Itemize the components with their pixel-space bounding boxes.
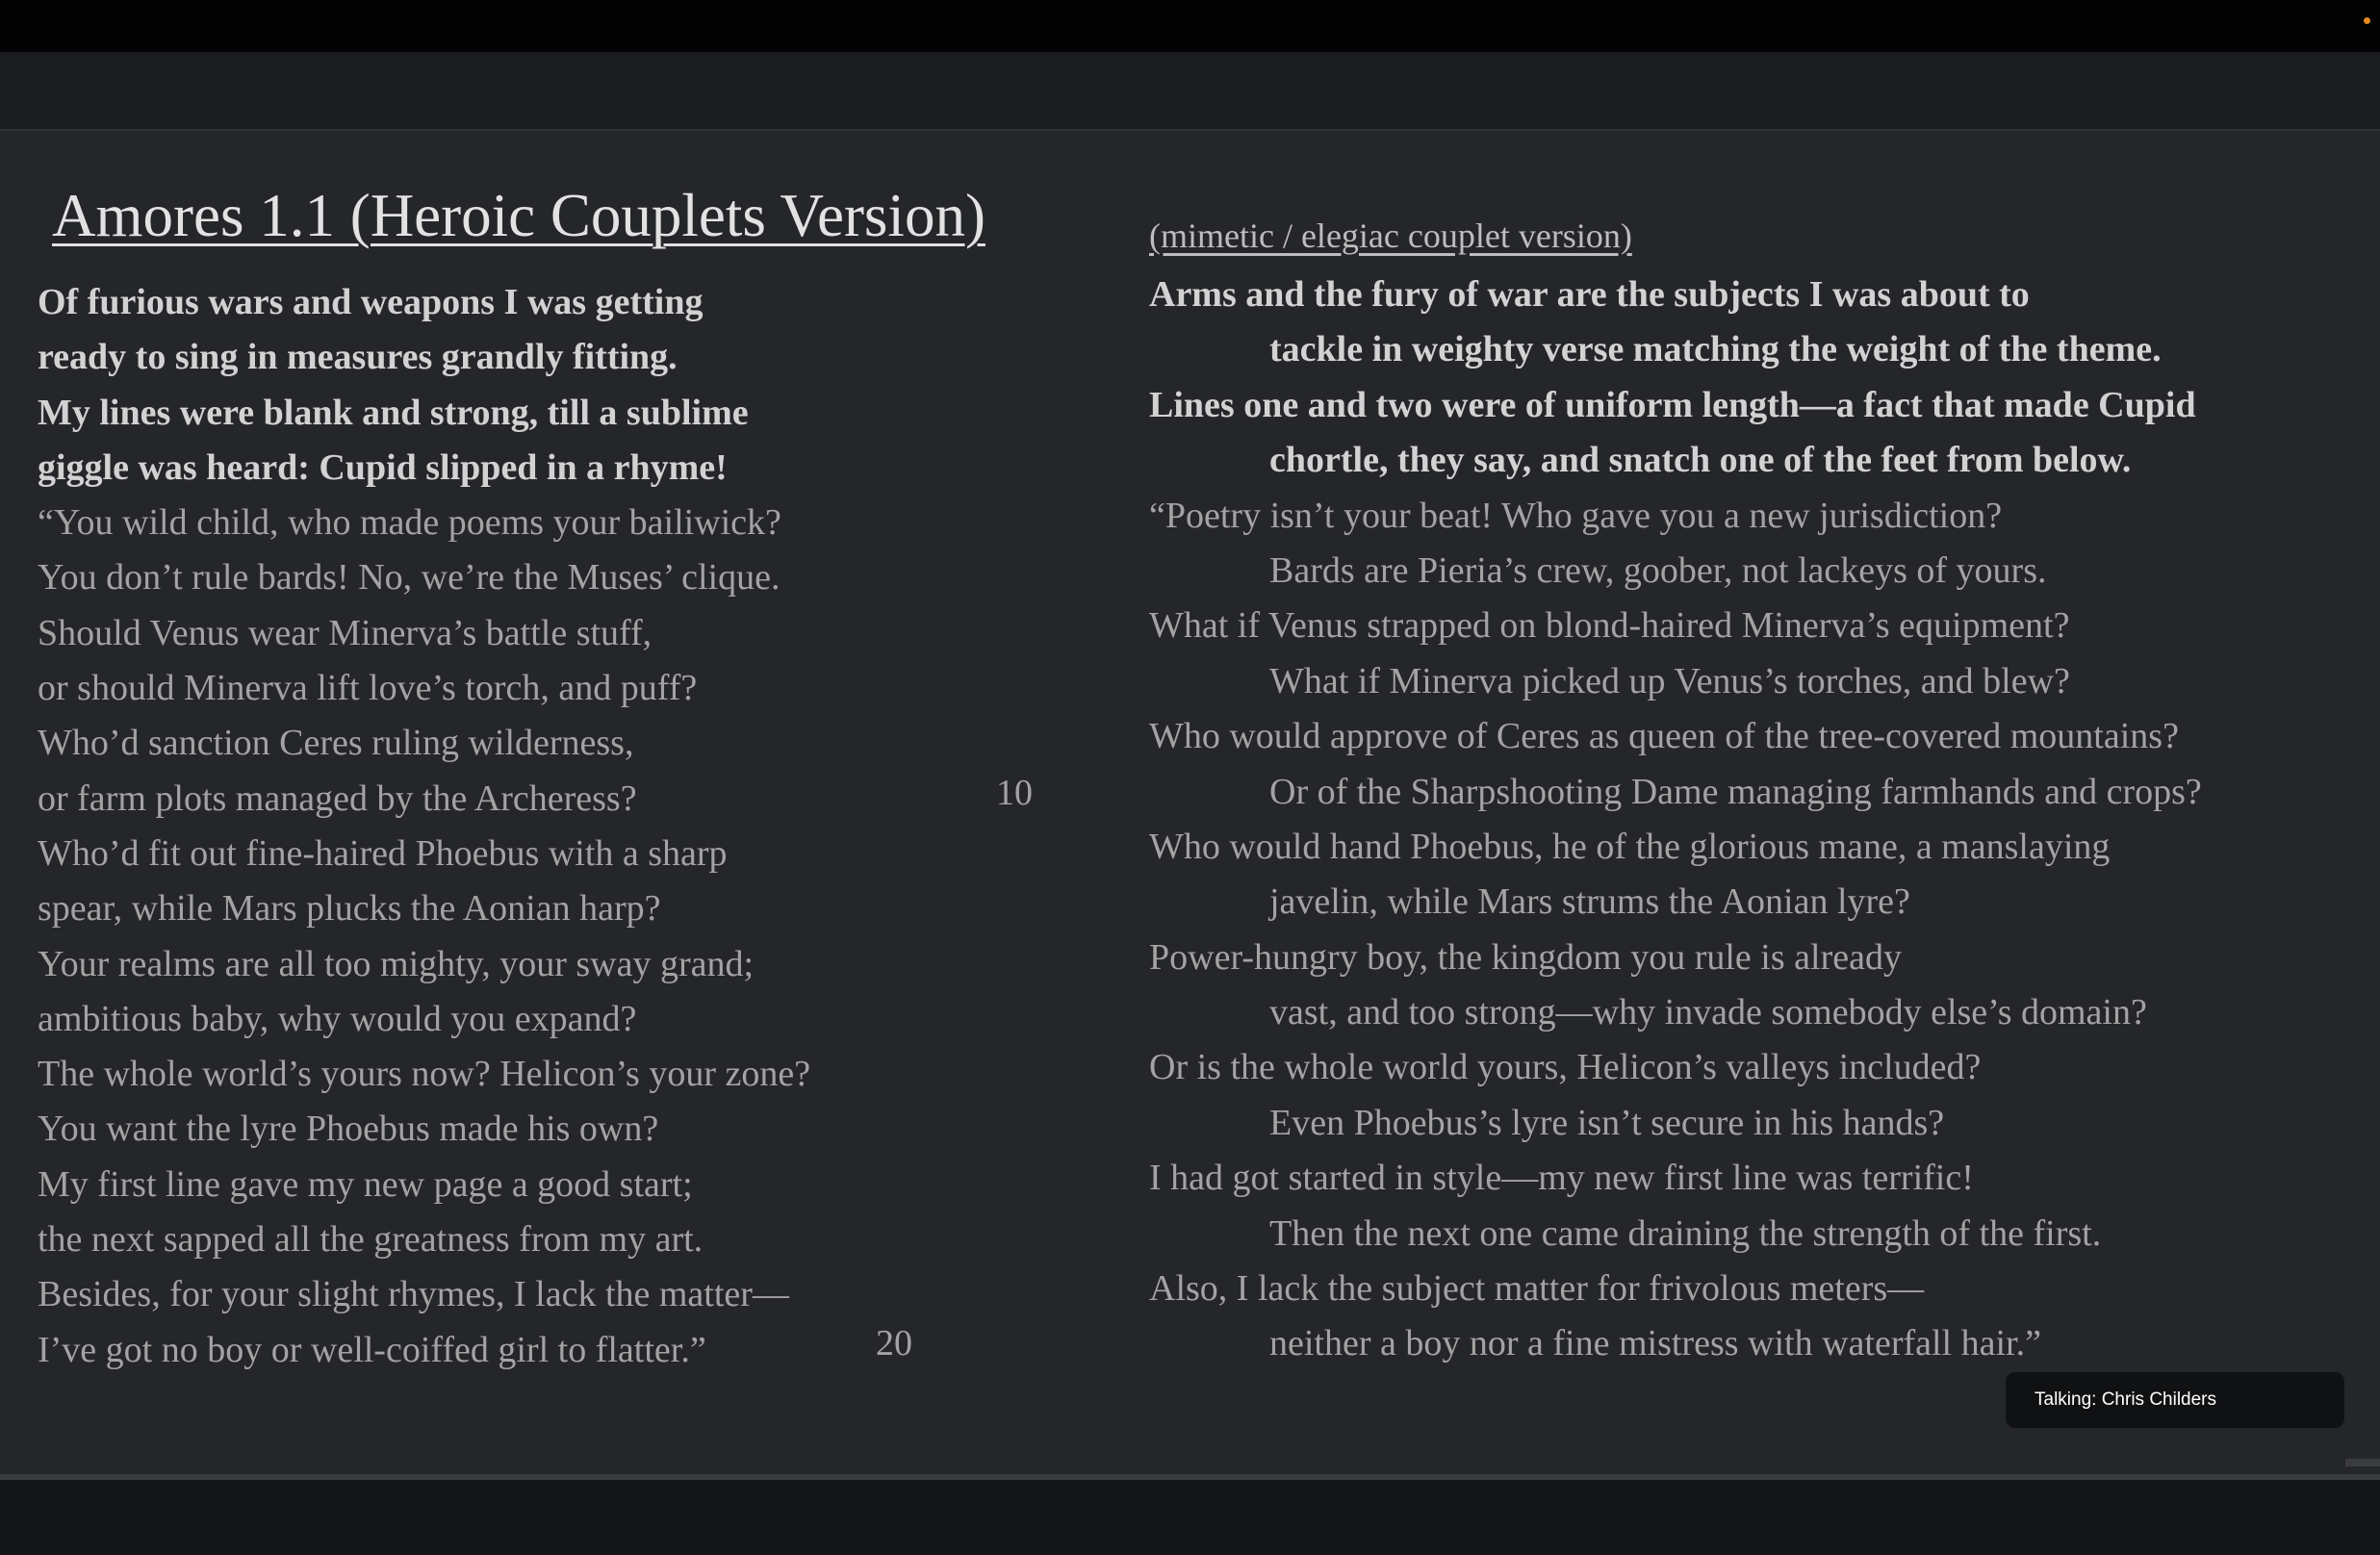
poem-line: Of furious wars and weapons I was getting — [38, 282, 704, 322]
active-speaker-indicator — [2006, 1372, 2344, 1428]
poem-line: Or of the Sharpshooting Dame managing farmhands and crops? — [1269, 771, 2202, 812]
heroic-couplets-poem — [38, 275, 810, 1378]
poem-line: Or is the whole world yours, Helicon’s valleys included? — [1149, 1047, 1982, 1088]
poem-line: The whole world’s yours now? Helicon’s your zone? — [38, 1054, 811, 1095]
poem-line: the next sapped all the greatness from my art. — [38, 1219, 704, 1261]
poem-line: Bards are Pieria’s crew, goober, not lackeys of yours. — [1269, 549, 2047, 591]
poem-line: Besides, for your slight rhymes, I lack the matter— — [38, 1274, 789, 1315]
poem-line: I’ve got no boy or well-coiffed girl to flatter.” — [38, 1329, 706, 1370]
bottom-toolbar — [0, 1480, 2380, 1555]
poem-line: javelin, while Mars strums the Aonian lyre? — [1269, 881, 1910, 923]
poem-line: I had got started in style—my new first line was terrific! — [1149, 1158, 1974, 1199]
poem-line: giggle was heard: Cupid slipped in a rhyme! — [38, 446, 728, 488]
poem-line: spear, while Mars plucks the Aonian harp? — [38, 888, 661, 930]
slide-title: Amores 1.1 (Heroic Couplets Version) — [52, 182, 985, 249]
poem-line: ambitious baby, why would you expand? — [38, 998, 637, 1039]
poem-line: What if Venus strapped on blond-haired Minerva’s equipment? — [1149, 605, 2070, 647]
poem-line: What if Minerva picked up Venus’s torches, and blew? — [1269, 660, 2070, 701]
poem-line: ready to sing in measures grandly fitting. — [38, 337, 678, 378]
poem-line: vast, and too strong—why invade somebody else’s domain? — [1269, 992, 2147, 1033]
line-number-10: 10 — [996, 773, 1033, 813]
poem-line: Who would hand Phoebus, he of the glorious mane, a manslaying — [1149, 826, 2111, 867]
poem-line: My lines were blank and strong, till a sublime — [38, 392, 749, 433]
poem-line: Arms and the fury of war are the subjects I was about to — [1149, 274, 2030, 315]
active-speaker-label: Talking: Chris Childers — [2035, 1389, 2217, 1410]
top-bar — [0, 0, 2380, 52]
poem-line: Even Phoebus’s lyre isn’t secure in his hands? — [1269, 1102, 1945, 1143]
poem-line: Power-hungry boy, the kingdom you rule is already — [1149, 936, 1902, 978]
meeting-header — [0, 52, 2380, 131]
poem-line: or should Minerva lift love’s torch, and puff? — [38, 668, 698, 709]
shared-screen-slide — [0, 131, 2380, 1474]
elegiac-couplets-poem — [1149, 268, 2202, 1372]
poem-line: Then the next one came draining the strength of the first. — [1269, 1212, 2102, 1254]
status-indicator-dot — [2364, 17, 2370, 24]
poem-line: Should Venus wear Minerva’s battle stuff, — [38, 612, 653, 653]
poem-line: or farm plots managed by the Archeress? — [38, 778, 637, 819]
poem-line: Who’d fit out fine-haired Phoebus with a sharp — [38, 832, 728, 874]
poem-line: Lines one and two were of uniform length—a fact that made Cupid — [1149, 384, 2196, 425]
slide-subtitle: (mimetic / elegiac couplet version) — [1149, 217, 1632, 255]
poem-line: Who’d sanction Ceres ruling wilderness, — [38, 723, 634, 764]
poem-line: You want the lyre Phoebus made his own? — [38, 1109, 659, 1150]
poem-line: tackle in weighty verse matching the weight of the theme. — [1269, 329, 2162, 370]
poem-line: neither a boy nor a fine mistress with waterfall hair.” — [1269, 1323, 2041, 1364]
poem-line: Your realms are all too mighty, your sway grand; — [38, 943, 755, 984]
poem-line: You don’t rule bards! No, we’re the Muses’ clique. — [38, 557, 781, 599]
poem-line: “Poetry isn’t your beat! Who gave you a new jurisdiction? — [1149, 495, 2003, 536]
line-number-20: 20 — [876, 1323, 912, 1364]
poem-line: My first line gave my new page a good start; — [38, 1163, 693, 1205]
poem-line: chortle, they say, and snatch one of the feet from below. — [1269, 440, 2132, 481]
poem-line: Who would approve of Ceres as queen of the tree-covered mountains? — [1149, 716, 2179, 757]
scrollbar-thumb[interactable] — [2345, 1459, 2380, 1466]
poem-line: “You wild child, who made poems your bailiwick? — [38, 502, 781, 544]
poem-line: Also, I lack the subject matter for frivolous meters— — [1149, 1268, 1925, 1310]
